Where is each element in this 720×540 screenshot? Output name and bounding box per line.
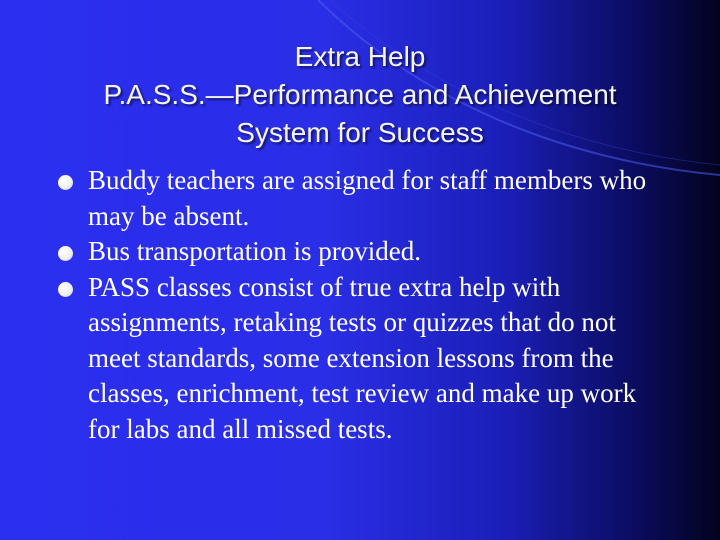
- bullet-dot-icon: [58, 175, 73, 190]
- bullet-text: PASS classes consist of true extra help with assignments, retaking tests or quizzes that do not meet standards, some extension lessons from the classes, enrichment, test review and make up work for labs and all missed tests.: [88, 271, 637, 444]
- title-line: P.A.S.S.—Performance and Achievement: [103, 79, 617, 110]
- title-line: Extra Help: [294, 41, 426, 72]
- bullet-text: Bus transportation is provided.: [88, 236, 421, 266]
- bullet-dot-icon: [58, 246, 73, 261]
- bullet-dot-icon: [58, 282, 73, 297]
- bullet-item: [54, 234, 674, 270]
- title-line: System for Success: [236, 117, 484, 148]
- slide-title: [40, 38, 680, 152]
- bullet-text: Buddy teachers are assigned for staff members who may be absent.: [88, 165, 647, 231]
- bullet-item: [54, 163, 674, 234]
- bullet-item: [54, 270, 674, 448]
- bullet-list: [54, 163, 674, 447]
